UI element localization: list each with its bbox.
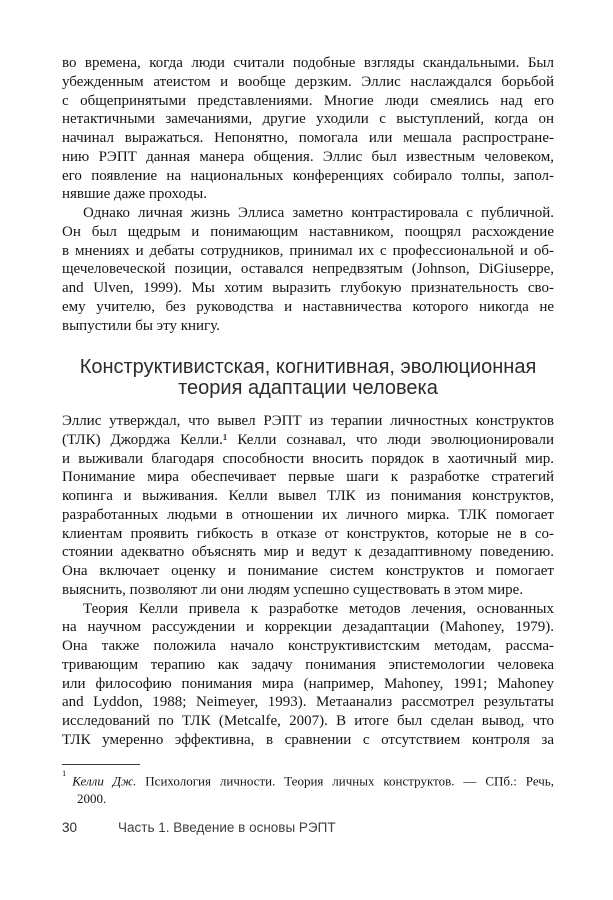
- text-line: тривающим терапию как задачу понимания эпистемологии человека: [62, 656, 554, 673]
- text-line: начинал выражаться. Непонятно, помогала или мешала распростране-: [62, 130, 554, 146]
- text-line: ему учителю, без руководства и наставничества которого никогда не: [62, 298, 554, 315]
- footnote-separator-rule: [62, 764, 140, 765]
- section-heading-line-1: Конструктивистская, когнитивная, эволюционная: [79, 356, 537, 378]
- text-line: Теория Келли привела к разработке методов лечения, основанных: [83, 600, 554, 617]
- footnote: [62, 769, 554, 807]
- footnote-line-1: [62, 769, 554, 790]
- text-line: нявшие даже проходы.: [62, 186, 207, 203]
- text-line: Понимание мира обеспечивает первые шаги к разработке стратегий: [62, 469, 554, 486]
- text-line: клиентам проявить гибкость в отказе от конструктов, которые не в со-: [62, 525, 554, 542]
- text-line: на научном рассуждении и коррекции дезадаптации (Mahoney, 1979).: [62, 619, 554, 636]
- text-line: ТЛК умеренно эффективна, в сравнении с отсутствием контроля за: [62, 731, 554, 748]
- footnote-reference-text: Психология личности. Теория личных конструктов. — СПб.: Речь,: [136, 773, 554, 789]
- text-line: Он был щедрым и понимающим наставником, поощрял расхождение: [62, 223, 554, 240]
- text-line: выпустили бы эту книгу.: [62, 317, 220, 334]
- page-footer: [62, 820, 554, 836]
- text-line: его появление на национальных конференциях собирало толпы, запол-: [62, 167, 554, 184]
- text-line: и выживали благодаря способности вносить порядок в хаотичный мир.: [62, 450, 554, 467]
- text-line: выяснить, позволяют ли они людям успешно существовать в этом мире.: [62, 581, 524, 598]
- text-line: and Ulven, 1999). Мы хотим выразить глубокую признательность сво-: [62, 280, 554, 296]
- text-line: Она также положила начало конструктивистским методам, рассма-: [62, 638, 554, 654]
- footnote-author: Келли Дж.: [72, 773, 137, 789]
- text-line: исследований по ТЛК (Metcalfe, 2007). В итоге был сделан вывод, что: [62, 713, 554, 729]
- body-text-block-bottom: [62, 412, 554, 750]
- text-line: убежденным атеистом и вообще дерзким. Эллис наслаждался борьбой: [62, 73, 554, 90]
- section-heading-line-2: теория адаптации человека: [178, 376, 438, 399]
- text-line: стоянии адекватно объяснять мир и ведут к дезадаптивному поведению.: [62, 544, 554, 561]
- text-line: Однако личная жизнь Эллиса заметно контрастировала с публичной.: [83, 205, 554, 221]
- text-line: нию РЭПТ данная манера общения. Эллис был известным человеком,: [62, 148, 554, 165]
- text-line: and Lyddon, 1988; Neimeyer, 1993). Метаанализ рассмотрел результаты: [62, 694, 554, 711]
- body-text-block-top: [62, 54, 554, 335]
- text-line: или философию понимания мира (например, Mahoney, 1991; Mahoney: [62, 675, 554, 692]
- running-title: Часть 1. Введение в основы РЭПТ: [118, 820, 336, 835]
- text-line: щечеловеческой позиции, оставался непредвзятым (Johnson, DiGiuseppe,: [62, 261, 554, 278]
- text-line: во времена, когда люди считали подобные взгляды скандальными. Был: [62, 55, 554, 71]
- text-line: разработанных людьми в отношении их личного мирка. ТЛК помогает: [62, 506, 554, 523]
- text-line: (ТЛК) Джорджа Келли.¹ Келли сознавал, что люди эволюционировали: [62, 431, 554, 448]
- text-line: с общепринятыми представлениями. Многие люди смеялись над его: [62, 92, 554, 109]
- page-number: 30: [62, 820, 78, 835]
- text-line: копинга и выживания. Келли вывел ТЛК из понимания конструктов,: [62, 488, 554, 504]
- text-line: нетактичными замечаниями, другие уходили с выступлений, когда он: [62, 111, 554, 128]
- text-line: Эллис утверждал, что вывел РЭПТ из терапии личностных конструктов: [62, 413, 554, 429]
- footnote-line-2: 2000.: [77, 790, 107, 806]
- section-heading: [62, 357, 554, 398]
- text-line: в мнениях и дебаты сотрудников, принимал их с профессиональной и об-: [62, 242, 554, 259]
- footnote-marker: 1: [62, 768, 67, 778]
- text-line: Она включает оценку и понимание систем конструктов и помогает: [62, 563, 554, 579]
